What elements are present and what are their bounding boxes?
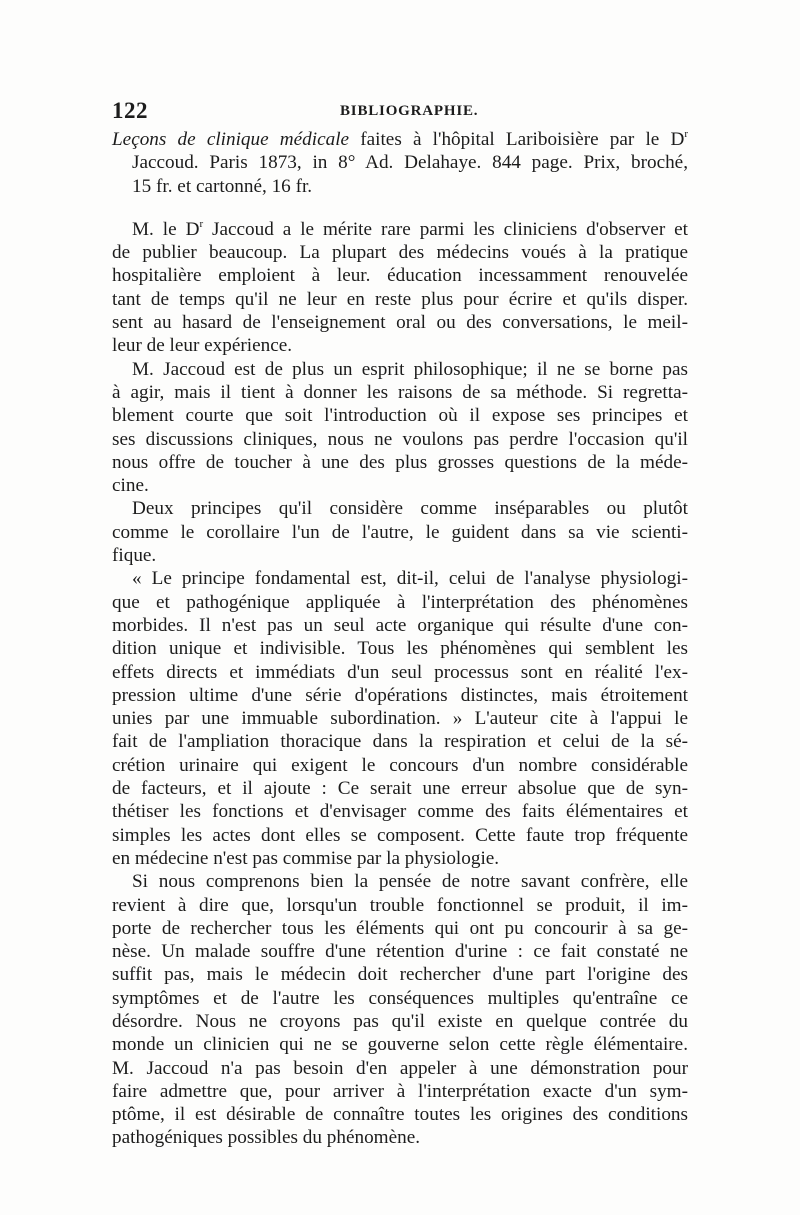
text-line-content: « Le principe fondamental est, dit-il, celui de l'analyse physiologi- — [132, 568, 688, 590]
reference-title: Leçons de clinique médicale — [112, 129, 350, 150]
text-line — [112, 311, 688, 334]
text-line — [112, 567, 688, 590]
text-line — [112, 1033, 688, 1056]
text-line-content: que et pathogénique appliquée à l'interprétation des phénomènes — [112, 591, 688, 613]
text-line — [112, 521, 688, 544]
text-line — [112, 334, 688, 357]
text-line — [112, 591, 688, 614]
text-line-content: ses discussions cliniques, nous ne voulons pas perdre l'occasion qu'il — [112, 428, 688, 450]
text-line — [112, 1010, 688, 1033]
text-line-content: ptôme, il est désirable de connaître toutes les origines des conditions — [112, 1104, 688, 1126]
text-line — [112, 451, 688, 474]
text-line-content: désordre. Nous ne croyons pas qu'il existe en quelque contrée du — [112, 1010, 688, 1032]
text-line-content: de publier beaucoup. La plupart des médecins voués à la pratique — [112, 242, 688, 264]
text-line-content: nous offre de toucher à une des plus grosses questions de la méde- — [112, 451, 688, 473]
text-line — [112, 288, 688, 311]
page-body — [112, 128, 688, 1150]
text-line-content: crétion urinaire qui exigent le concours d'un nombre considérable — [112, 754, 688, 776]
text-line — [112, 497, 688, 520]
text-line-content: symptômes et de l'autre les conséquences multiples qu'entraîne ce — [112, 987, 688, 1009]
text-line-content: suffit pas, mais le médecin doit rechercher d'une part l'origine des — [112, 964, 688, 986]
text-line-content: M. Jaccoud n'a pas besoin d'en appeler à une démonstration pour — [112, 1057, 688, 1079]
text-line-content: leur de leur expérience. — [112, 335, 293, 357]
text-line-content: de facteurs, et il ajoute : Ce serait une erreur absolue que de syn- — [112, 778, 688, 800]
text-line — [112, 754, 688, 777]
text-line-content: Deux principes qu'il considère comme inséparables ou plutôt — [132, 498, 688, 520]
text-line — [112, 474, 688, 497]
text-line-content: fait de l'ampliation thoracique dans la respiration et celui de la sé- — [112, 731, 688, 753]
text-line-content: blement courte que soit l'introduction où il expose ses principes et — [112, 405, 688, 427]
text-line — [112, 963, 688, 986]
text-line — [112, 870, 688, 893]
section-gap — [112, 198, 688, 218]
reference-line-text: faites à l'hôpital Lariboisière par le D — [349, 129, 685, 150]
text-line — [112, 987, 688, 1010]
text-line — [112, 894, 688, 917]
reference-line: 15 fr. et cartonné, 16 fr. — [132, 175, 313, 197]
text-line-content: pression ultime d'une série d'opérations distinctes, mais étroitement — [112, 684, 688, 706]
running-title: BIBLIOGRAPHIE. — [340, 103, 479, 119]
text-line-content: pathogéniques possibles du phénomène. — [112, 1127, 421, 1149]
reference-superscript: r — [684, 128, 689, 140]
text-line — [112, 381, 688, 404]
text-line-content: M. Jaccoud est de plus un esprit philosophique; il ne se borne pas — [132, 358, 688, 380]
text-line — [112, 544, 688, 567]
superscript: r — [199, 217, 204, 230]
text-line-content: monde un clinicien qui ne se gouverne selon cette règle élémentaire. — [112, 1034, 688, 1056]
text-line — [112, 730, 688, 753]
text-line-content: M. le D — [132, 218, 200, 240]
text-line-content: dition unique et indivisible. Tous les phénomènes qui semblent les — [112, 638, 688, 660]
text-line — [112, 428, 688, 451]
text-line — [112, 847, 688, 870]
review-text — [112, 218, 688, 1150]
text-line — [112, 917, 688, 940]
text-line — [112, 824, 688, 847]
text-line-content: nèse. Un malade souffre d'une rétention d'urine : ce fait constaté ne — [112, 941, 688, 963]
text-line — [112, 218, 688, 241]
text-line — [112, 358, 688, 381]
text-line — [112, 1103, 688, 1126]
text-line — [112, 1057, 688, 1080]
text-line-content: en médecine n'est pas commise par la physiologie. — [112, 847, 500, 869]
text-line — [112, 1126, 688, 1149]
text-line — [112, 777, 688, 800]
text-line-content: morbides. Il n'est pas un seul acte organique qui résulte d'une con- — [112, 614, 688, 636]
text-line — [112, 637, 688, 660]
text-line — [112, 614, 688, 637]
text-line-content: comme le corollaire l'un de l'autre, le guident dans sa vie scienti- — [112, 521, 688, 543]
page-number: 122 — [112, 98, 148, 123]
text-line — [112, 1080, 688, 1103]
text-line-content: tant de temps qu'il ne leur en reste plus pour écrire et qu'ils disper. — [112, 288, 688, 310]
text-line-content: simples les actes dont elles se composent. Cette faute trop fréquente — [112, 824, 688, 846]
text-line-content: effets directs et immédiats d'un seul processus sont en réalité l'ex- — [112, 661, 688, 683]
reference-line: Jaccoud. Paris 1873, in 8° Ad. Delahaye. 844 page. Prix, broché, — [132, 152, 688, 174]
running-head — [112, 98, 692, 124]
text-line — [112, 404, 688, 427]
text-line-content: fique. — [112, 545, 157, 567]
text-line-content: sent au hasard de l'enseignement oral ou des conversations, le meil- — [112, 312, 688, 334]
text-line — [112, 684, 688, 707]
text-line-content: faire admettre que, pour arriver à l'interprétation exacte d'un sym- — [112, 1080, 688, 1102]
text-line-content: unies par une immuable subordination. » L'auteur cite à l'appui le — [112, 708, 688, 730]
text-line — [112, 661, 688, 684]
text-line — [112, 241, 688, 264]
text-line-content: à agir, mais il tient à donner les raisons de sa méthode. Si regretta- — [112, 381, 688, 403]
reference-line — [112, 128, 688, 151]
bibliographic-reference — [112, 128, 688, 198]
text-line — [112, 707, 688, 730]
text-line — [112, 940, 688, 963]
text-line-content: revient à dire que, lorsqu'un trouble fonctionnel se produit, il im- — [112, 894, 688, 916]
text-line-content: porte de rechercher tous les éléments qui ont pu concourir à sa ge- — [112, 917, 688, 939]
text-line — [112, 800, 688, 823]
text-line-continuation: Jaccoud a le mérite rare parmi les cliniciens d'observer et — [203, 218, 688, 240]
text-line-content: Si nous comprenons bien la pensée de notre savant confrère, elle — [132, 871, 688, 893]
text-line-content: thétiser les fonctions et d'envisager comme des faits élémentaires et — [112, 801, 688, 823]
text-line — [112, 264, 688, 287]
text-line-content: hospitalière emploient à leur. éducation incessamment renouvelée — [112, 265, 688, 287]
text-line-content: cine. — [112, 475, 149, 497]
